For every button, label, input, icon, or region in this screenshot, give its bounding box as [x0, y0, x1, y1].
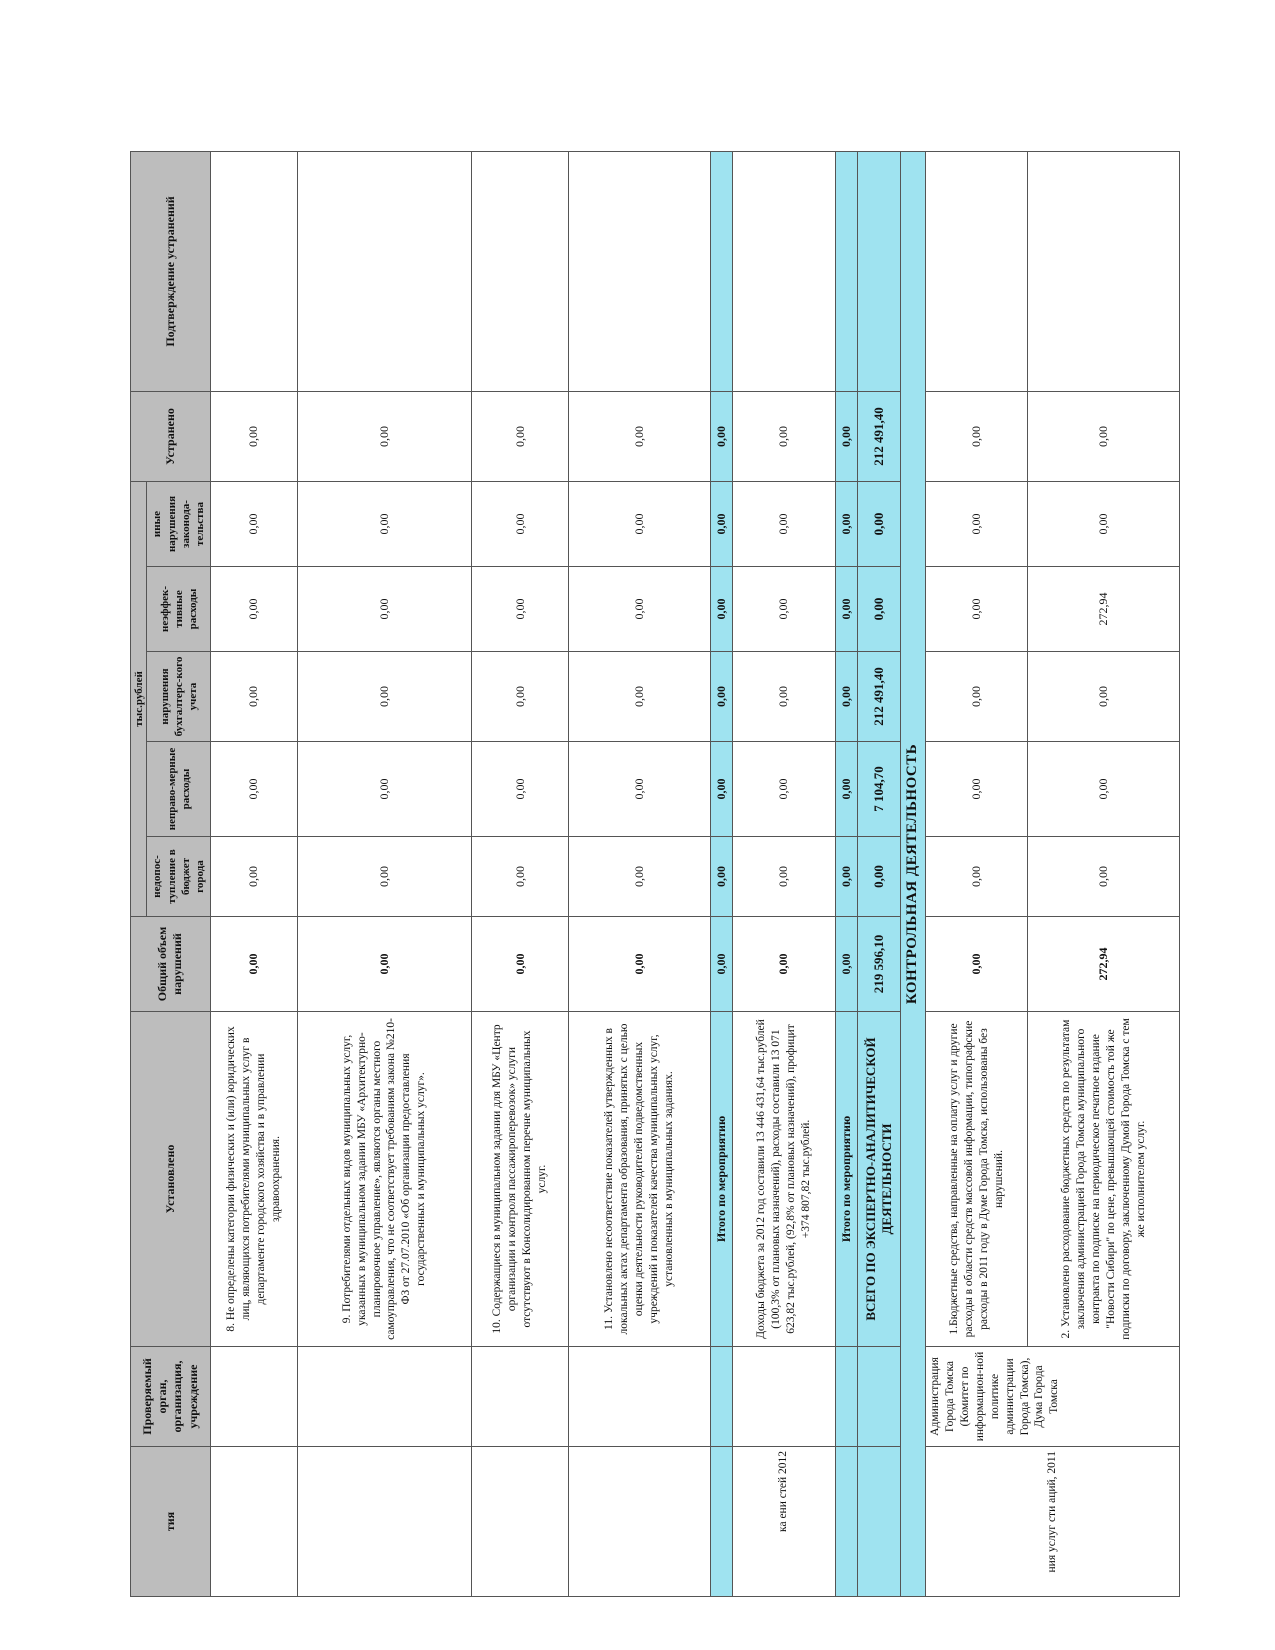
subtotal-spacer — [710, 1447, 733, 1597]
other-cell: 0,00 — [733, 481, 835, 566]
grand-total-accounting: 212 491,40 — [858, 652, 901, 742]
header-unlawful: неправо-мерные расходы — [147, 742, 211, 837]
underpay-cell: 0,00 — [472, 837, 569, 917]
event-cell — [297, 1447, 471, 1597]
confirm-cell — [1028, 151, 1180, 391]
underpay-cell: 0,00 — [297, 837, 471, 917]
grand-spacer — [858, 151, 901, 391]
eliminated-cell: 0,00 — [297, 391, 471, 481]
subtotal-spacer — [835, 1347, 858, 1447]
underpay-cell: 0,00 — [733, 837, 835, 917]
grand-total-row — [858, 151, 901, 1596]
confirm-cell — [925, 151, 1027, 391]
unlawful-cell: 0,00 — [925, 742, 1027, 837]
accounting-cell: 0,00 — [472, 652, 569, 742]
subtotal-row — [710, 151, 733, 1596]
grand-spacer — [858, 1347, 901, 1447]
subtotal-eliminated: 0,00 — [835, 391, 858, 481]
event-cell — [472, 1447, 569, 1597]
confirm-cell — [733, 151, 835, 391]
accounting-cell: 0,00 — [210, 652, 297, 742]
ineffective-cell: 0,00 — [733, 567, 835, 652]
header-ineffective: неэффек-тивные расходы — [147, 567, 211, 652]
found-cell: Доходы бюджета за 2012 год составили 13 446 431,64 тыс.рублей (100,3% от плановых назначений), расходы составили 13 071 623,82 тыс.рублей, (92,8% от плановых назначений), профицит +374 807,82 тыс.рублей. — [733, 1012, 835, 1347]
table-row — [297, 151, 471, 1596]
header-units: тыс.рублей — [131, 481, 147, 916]
event-cell — [569, 1447, 710, 1597]
subtotal-spacer — [710, 1347, 733, 1447]
accounting-cell: 0,00 — [569, 652, 710, 742]
total-cell: 0,00 — [733, 917, 835, 1012]
eliminated-cell: 0,00 — [472, 391, 569, 481]
grand-spacer — [858, 1447, 901, 1597]
subtotal-ineffective: 0,00 — [710, 567, 733, 652]
org-cell — [472, 1347, 569, 1447]
eliminated-cell: 0,00 — [733, 391, 835, 481]
header-found: Установлено — [131, 1012, 211, 1347]
subtotal-underpay: 0,00 — [835, 837, 858, 917]
underpay-cell: 0,00 — [569, 837, 710, 917]
unlawful-cell: 0,00 — [733, 742, 835, 837]
subtotal-spacer — [710, 151, 733, 391]
subtotal-accounting: 0,00 — [835, 652, 858, 742]
header-underpay: недопос-тупление в бюджет города — [147, 837, 211, 917]
table-row — [210, 151, 297, 1596]
other-cell: 0,00 — [1028, 481, 1180, 566]
header-org: Проверяемый орган, организация, учреждение — [131, 1347, 211, 1447]
event-cell: ния услуг сти аций, 2011 — [925, 1447, 1179, 1597]
org-cell — [569, 1347, 710, 1447]
subtotal-row — [835, 151, 858, 1596]
grand-total-total: 219 596,10 — [858, 917, 901, 1012]
table-row — [733, 151, 835, 1596]
org-cell — [210, 1347, 297, 1447]
other-cell: 0,00 — [569, 481, 710, 566]
unlawful-cell: 0,00 — [569, 742, 710, 837]
other-cell: 0,00 — [297, 481, 471, 566]
subtotal-unlawful: 0,00 — [710, 742, 733, 837]
grand-total-underpay: 0,00 — [858, 837, 901, 917]
header-row-1 — [131, 151, 147, 1596]
accounting-cell: 0,00 — [297, 652, 471, 742]
total-cell: 0,00 — [472, 917, 569, 1012]
accounting-cell: 0,00 — [925, 652, 1027, 742]
header-other: иные нарушения законода-тельства — [147, 481, 211, 566]
unlawful-cell: 0,00 — [297, 742, 471, 837]
subtotal-spacer — [835, 1447, 858, 1597]
grand-total-label: ВСЕГО ПО ЭКСПЕРТНО-АНАЛИТИЧЕСКОЙ ДЕЯТЕЛЬНОСТИ — [858, 1012, 901, 1347]
org-cell — [297, 1347, 471, 1447]
other-cell: 0,00 — [472, 481, 569, 566]
eliminated-cell: 0,00 — [1028, 391, 1180, 481]
violations-table — [130, 151, 1180, 1597]
subtotal-total: 0,00 — [710, 917, 733, 1012]
header-confirm: Подтверждение устранений — [131, 151, 211, 391]
ineffective-cell: 0,00 — [472, 567, 569, 652]
subtotal-label: Итого по мероприятию — [710, 1012, 733, 1347]
org-cell: Администрация Города Томска (Комитет по информацион-ной политике администрации Города Томска), Дума Города Томска — [925, 1347, 1179, 1447]
section-title: КОНТРОЛЬНАЯ ДЕЯТЕЛЬНОСТЬ — [901, 151, 926, 1596]
rotated-page — [130, 152, 1180, 1573]
found-cell: 10. Содержащиеся в муниципальном задании для МБУ «Центр организации и контроля пассажироперевозок» услуги отсутствуют в Консолидированном перечне муниципальных услуг. — [472, 1012, 569, 1347]
grand-total-eliminated: 212 491,40 — [858, 391, 901, 481]
ineffective-cell: 272,94 — [1028, 567, 1180, 652]
unlawful-cell: 0,00 — [472, 742, 569, 837]
found-cell: 2. Установлено расходование бюджетных средств по результатам заключения администрацией Города Томска муниципального контракта по подписке на периодическое печатное издание "Новости Сибири" по цене, превышающей стоимость той же подписки по договору, заключенному Думой Города Томска с тем же исполнителем услуг. — [1028, 1012, 1180, 1347]
confirm-cell — [569, 151, 710, 391]
ineffective-cell: 0,00 — [297, 567, 471, 652]
subtotal-eliminated: 0,00 — [710, 391, 733, 481]
underpay-cell: 0,00 — [1028, 837, 1180, 917]
table-row — [472, 151, 569, 1596]
found-cell: 1.Бюджетные средства, направленные на оплату услуг и другие расходы в области средств массовой информации, типографские расходы в 2011 году в Думе Города Томска, использованы без нарушений. — [925, 1012, 1027, 1347]
subtotal-ineffective: 0,00 — [835, 567, 858, 652]
eliminated-cell: 0,00 — [925, 391, 1027, 481]
ineffective-cell: 0,00 — [569, 567, 710, 652]
confirm-cell — [210, 151, 297, 391]
table-row — [925, 151, 1027, 1596]
header-total: Общий объем нарушений — [131, 917, 211, 1012]
eliminated-cell: 0,00 — [569, 391, 710, 481]
unlawful-cell: 0,00 — [1028, 742, 1180, 837]
total-cell: 272,94 — [1028, 917, 1180, 1012]
subtotal-accounting: 0,00 — [710, 652, 733, 742]
section-row — [901, 151, 926, 1596]
grand-total-other: 0,00 — [858, 481, 901, 566]
total-cell: 0,00 — [569, 917, 710, 1012]
accounting-cell: 0,00 — [733, 652, 835, 742]
confirm-cell — [297, 151, 471, 391]
accounting-cell: 0,00 — [1028, 652, 1180, 742]
grand-total-unlawful: 7 104,70 — [858, 742, 901, 837]
total-cell: 0,00 — [297, 917, 471, 1012]
underpay-cell: 0,00 — [210, 837, 297, 917]
subtotal-underpay: 0,00 — [710, 837, 733, 917]
ineffective-cell: 0,00 — [210, 567, 297, 652]
confirm-cell — [472, 151, 569, 391]
grand-total-ineffective: 0,00 — [858, 567, 901, 652]
subtotal-label: Итого по мероприятию — [835, 1012, 858, 1347]
other-cell: 0,00 — [925, 481, 1027, 566]
subtotal-unlawful: 0,00 — [835, 742, 858, 837]
subtotal-other: 0,00 — [710, 481, 733, 566]
header-accounting: нарушения бухгалтерс-кого учета — [147, 652, 211, 742]
underpay-cell: 0,00 — [925, 837, 1027, 917]
event-cell — [210, 1447, 297, 1597]
header-event: тия — [131, 1447, 211, 1597]
subtotal-total: 0,00 — [835, 917, 858, 1012]
unlawful-cell: 0,00 — [210, 742, 297, 837]
header-eliminated: Устранено — [131, 391, 211, 481]
total-cell: 0,00 — [210, 917, 297, 1012]
other-cell: 0,00 — [210, 481, 297, 566]
found-cell: 9. Потребителями отдельных видов муниципальных услуг, указанных в муниципальном задании МБУ «Архитектурно-планировочное управление», являются органы местного самоуправления, что не соответствует требованиям закона №210-ФЗ от 27.07.2010 «Об организации предоставления государственных и муниципальных услуг». — [297, 1012, 471, 1347]
found-cell: 8. Не определены категории физических и (или) юридических лиц, являющихся потребителями муниципальных услуг в департаменте городского хозяйства и в управлении здравоохранения. — [210, 1012, 297, 1347]
table-row — [569, 151, 710, 1596]
eliminated-cell: 0,00 — [210, 391, 297, 481]
ineffective-cell: 0,00 — [925, 567, 1027, 652]
subtotal-spacer — [835, 151, 858, 391]
found-cell: 11. Установлено несоответствие показателей утвержденных в локальных актах департамента образования, принятых с целью оценки деятельности руководителей подведомственных учреждений и показателей качества муниципальных услуг, установленных в муниципальных заданиях. — [569, 1012, 710, 1347]
event-cell: ка ени стей 2012 — [733, 1447, 835, 1597]
subtotal-other: 0,00 — [835, 481, 858, 566]
total-cell: 0,00 — [925, 917, 1027, 1012]
org-cell — [733, 1347, 835, 1447]
